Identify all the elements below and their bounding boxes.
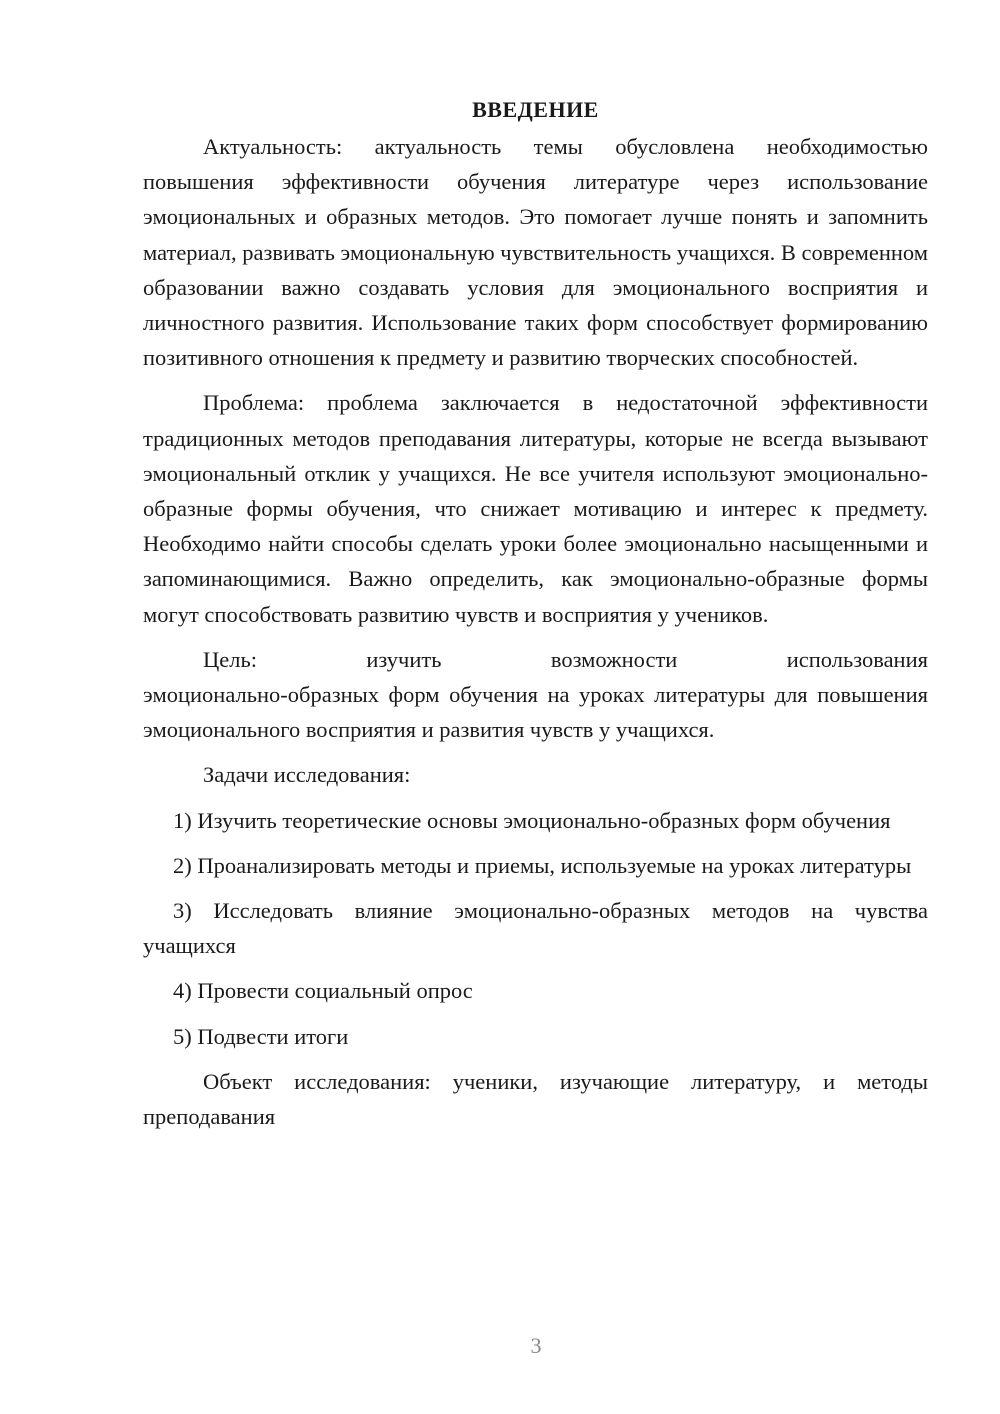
task-item-5: 5) Подвести итоги [173,1023,349,1049]
goal-word: возможности [550,646,678,672]
problem-paragraph: Проблема: проблема заключается в недостаточной эффективности традиционных методов преподавания литературы, которые не всегда вызывают эмоциональный отклик у учащихся. Не все учителя используют эмоционально-образные формы обучения, что снижает мотивацию и интерес к предмету. Необходимо найти способы сделать уроки более эмоционально насыщенными и запоминающимися. Важно определить, как эмоционально-образные формы могут способствовать развитию чувств и восприятия у учеников. [143,390,928,627]
page-content [143,92,928,1134]
relevance-paragraph: Актуальность: актуальность темы обусловлена необходимостью повышения эффективности обучения литературе через использование эмоциональных и образных методов. Это помогает лучше понять и запомнить материал, развивать эмоциональную чувствительность учащихся. В современном образовании важно создавать условия для эмоционального восприятия и личностного развития. Использование таких форм способствует формированию позитивного отношения к предмету и развитию творческих способностей. [143,134,928,371]
task-item-1: 1) Изучить теоретические основы эмоционально-образных форм обучения [173,807,891,833]
object-paragraph: Объект исследования: ученики, изучающие литературу, и методы преподавания [143,1068,928,1130]
goal-word: использования [786,646,928,672]
page-title: ВВЕДЕНИЕ [472,97,599,122]
task-item-2: 2) Проанализировать методы и приемы, используемые на уроках литературы [173,852,912,878]
goal-rest: эмоционально-образных форм обучения на уроках литературы для повышения эмоционального восприятия и развития чувств у учащихся. [143,682,928,743]
goal-paragraph [143,642,928,748]
task-item-3: 3) Исследовать влияние эмоционально-образных методов на чувства учащихся [143,898,928,959]
page-number: 3 [530,1333,542,1358]
task-item-4: 4) Провести социальный опрос [173,978,473,1004]
goal-word: Цель: [203,646,257,672]
tasks-title: Задачи исследования: [203,762,411,788]
goal-first-line [143,642,928,677]
goal-word: изучить [366,646,442,672]
